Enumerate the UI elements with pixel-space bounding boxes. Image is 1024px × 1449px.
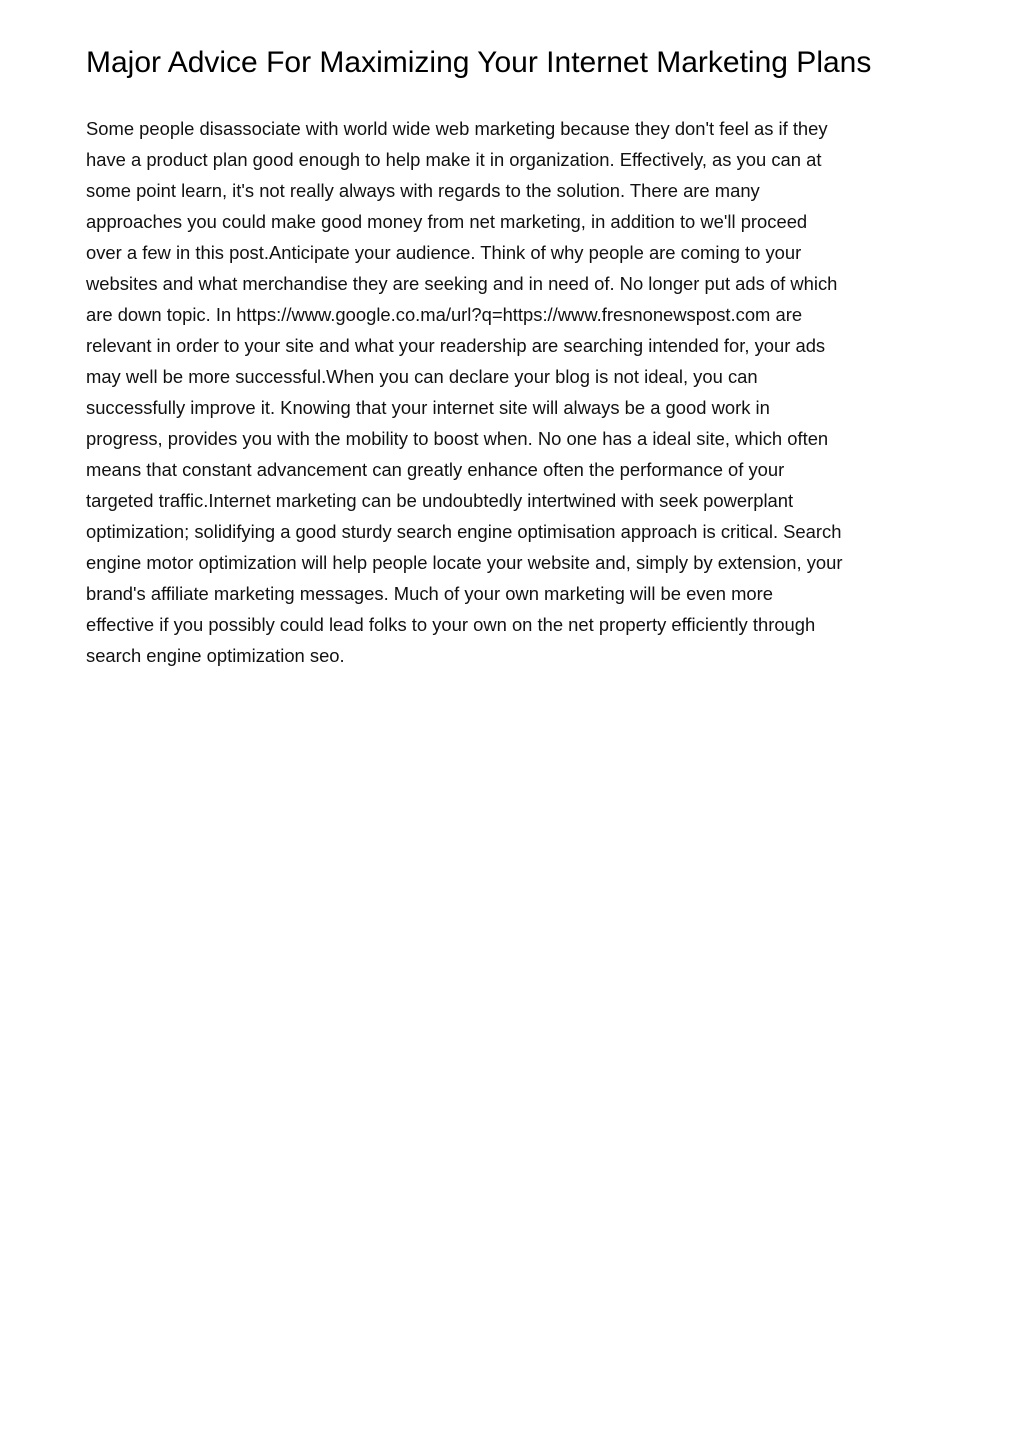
article-line: search engine optimization seo. xyxy=(86,645,345,666)
article-line: successfully improve it. Knowing that your internet site will always be a good work in xyxy=(86,397,770,418)
article-line: approaches you could make good money from net marketing, in addition to we'll proceed xyxy=(86,211,808,232)
article-line: optimization; solidifying a good sturdy search engine optimisation approach is critical. Search xyxy=(86,521,842,542)
article-line: effective if you possibly could lead folks to your own on the net property efficiently through xyxy=(86,614,816,635)
article-line: Some people disassociate with world wide web marketing because they don't feel as if they xyxy=(86,118,828,139)
article-line: progress, provides you with the mobility to boost when. No one has a ideal site, which often xyxy=(86,428,829,449)
article-line: websites and what merchandise they are seeking and in need of. No longer put ads of which xyxy=(86,273,838,294)
article-line: means that constant advancement can greatly enhance often the performance of your xyxy=(86,459,785,480)
document-title: Major Advice For Maximizing Your Internet Marketing Plans xyxy=(86,46,872,79)
article-line: engine motor optimization will help people locate your website and, simply by extension, your xyxy=(86,552,843,573)
article-line: brand's affiliate marketing messages. Much of your own marketing will be even more xyxy=(86,583,774,604)
article-line: targeted traffic.Internet marketing can be undoubtedly intertwined with seek powerplant xyxy=(86,490,794,511)
article-line: relevant in order to your site and what your readership are searching intended for, your ads xyxy=(86,335,826,356)
article-line: some point learn, it's not really always with regards to the solution. There are many xyxy=(86,180,760,201)
article-body xyxy=(86,113,942,671)
article-line: may well be more successful.When you can declare your blog is not ideal, you can xyxy=(86,366,758,387)
article-line: have a product plan good enough to help make it in organization. Effectively, as you can at xyxy=(86,149,822,170)
article-line: are down topic. In https://www.google.co.ma/url?q=https://www.fresnonewspost.com are xyxy=(86,304,803,325)
article-line: over a few in this post.Anticipate your audience. Think of why people are coming to your xyxy=(86,242,802,263)
